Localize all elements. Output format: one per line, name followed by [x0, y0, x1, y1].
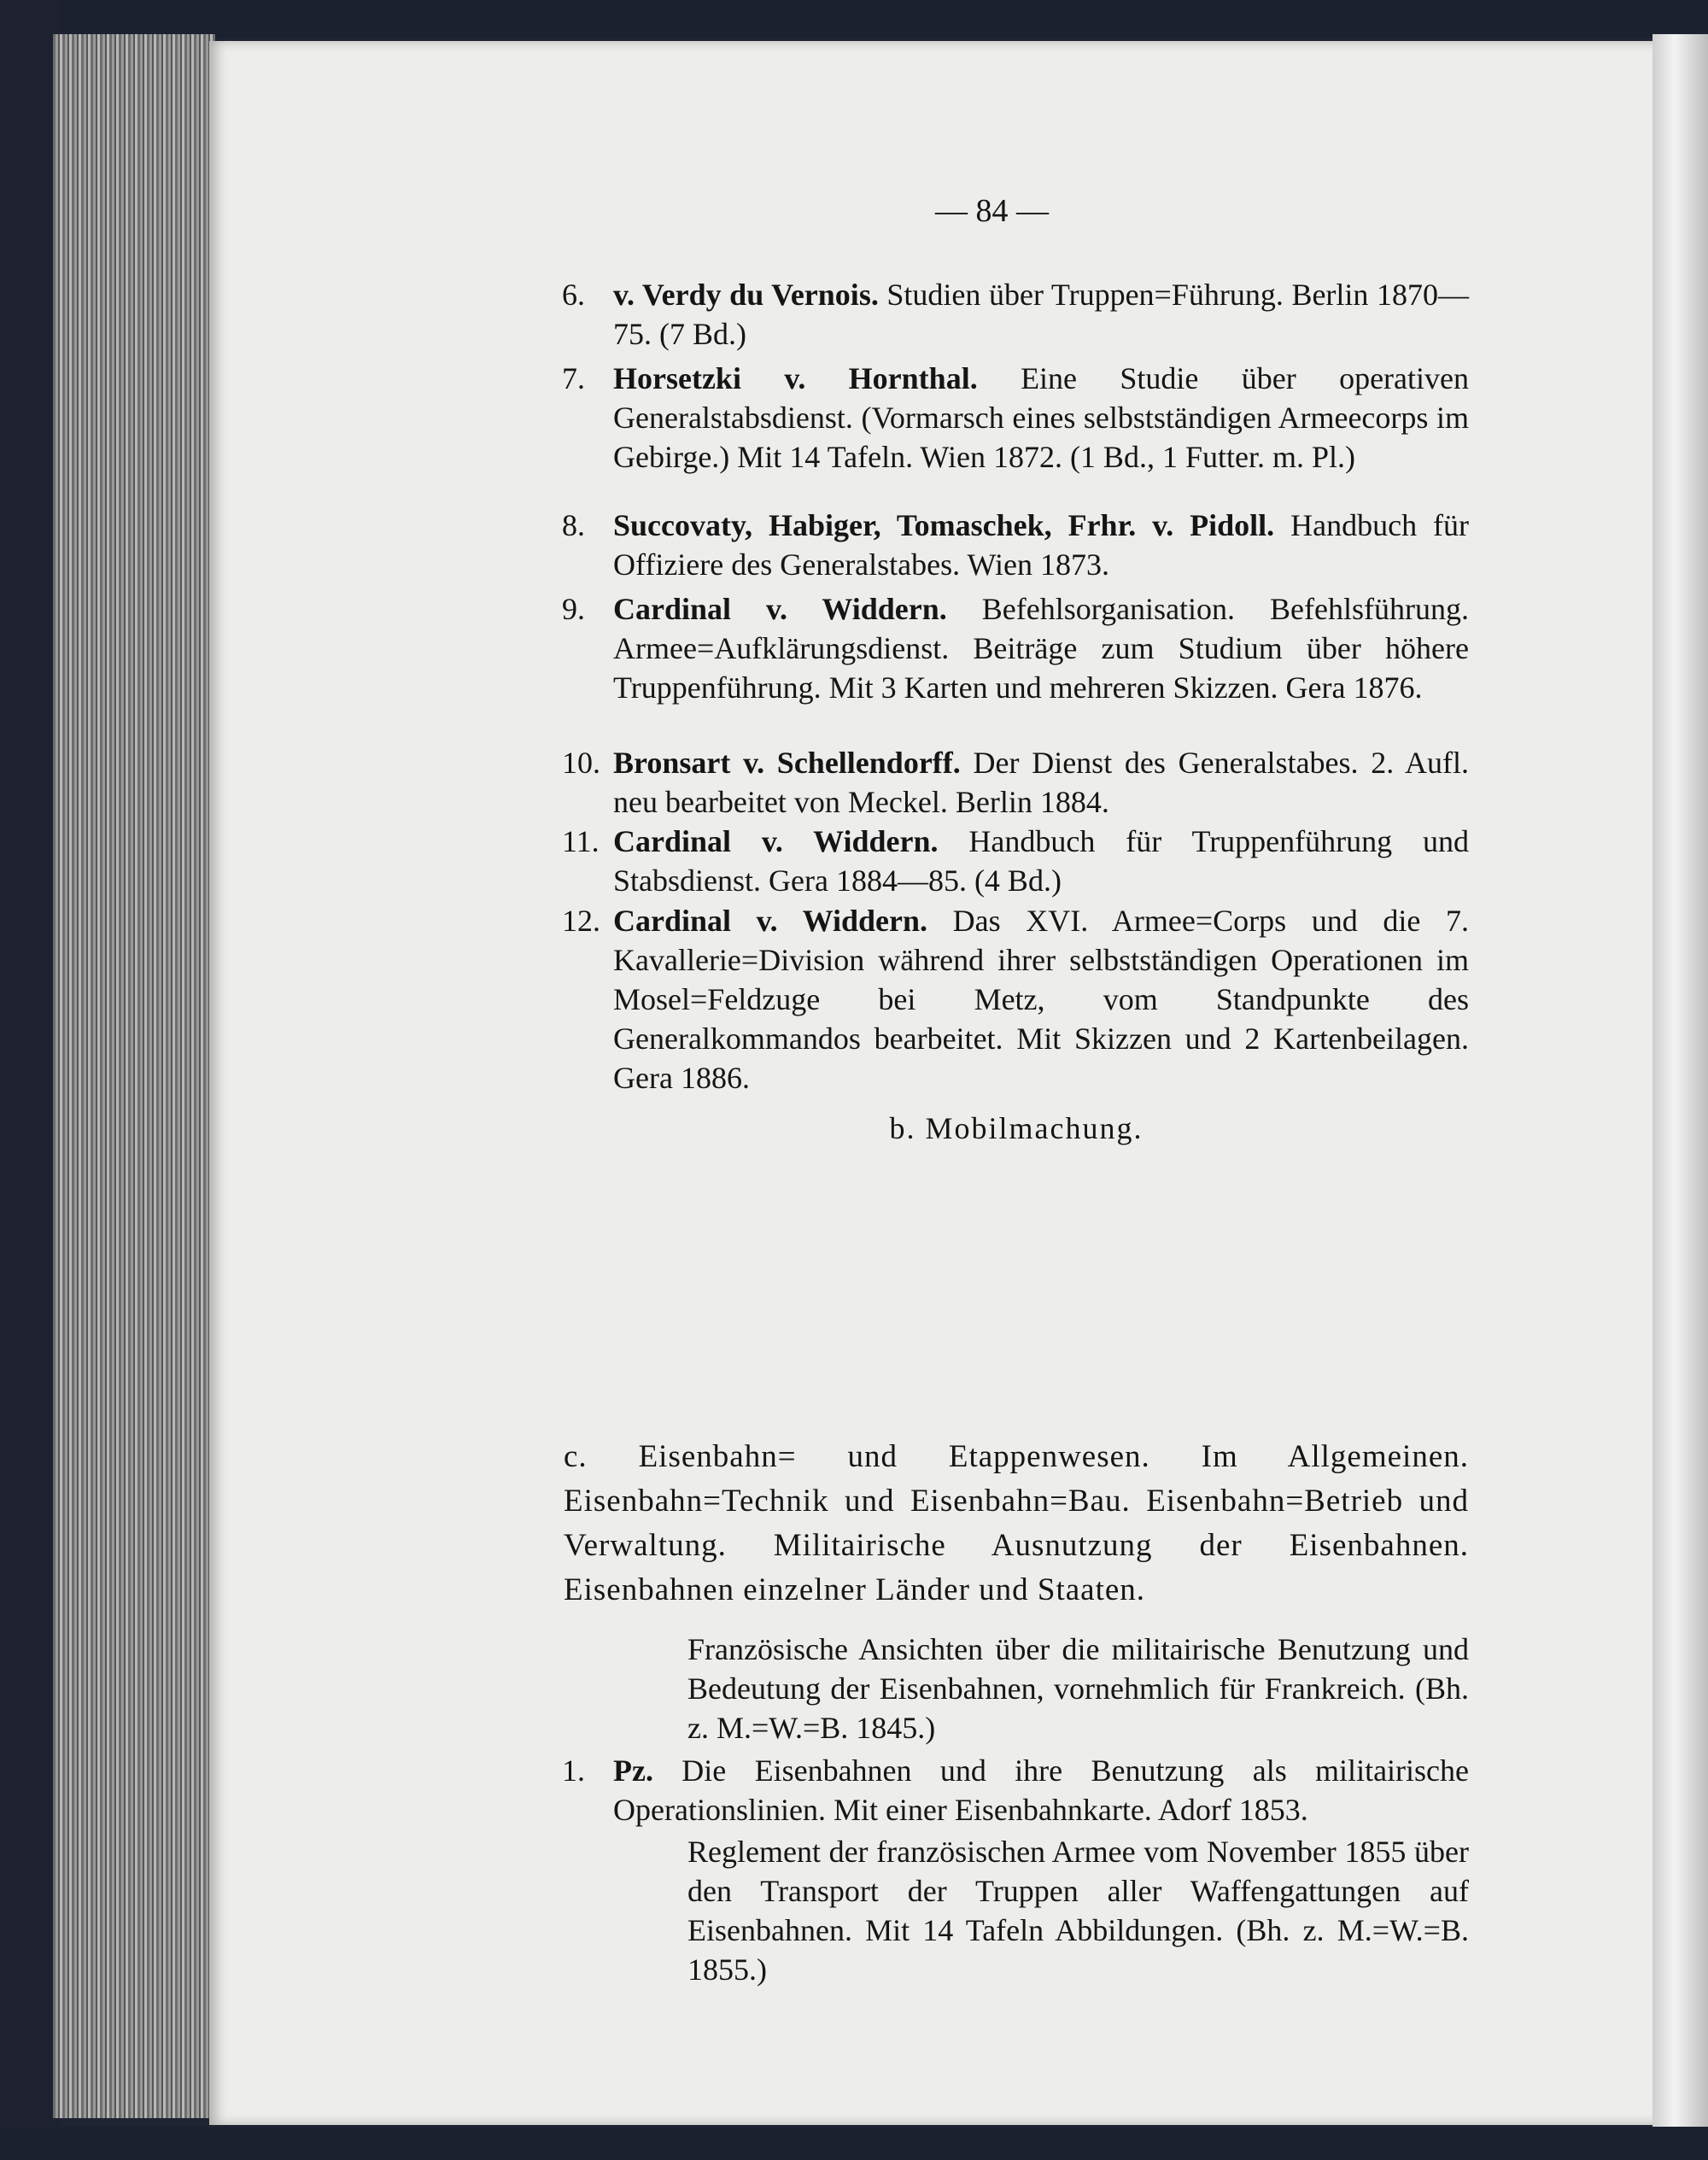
bibliography-entry	[564, 589, 1469, 707]
bibliography-entry	[564, 359, 1469, 477]
entry-text: Der Dienst des Generalstabes. 2. Aufl. neu bearbeitet von Meckel. Berlin 1884.	[613, 746, 1469, 819]
entry-number: 7.	[562, 361, 585, 395]
entry-author: Cardinal v. Widdern.	[613, 904, 928, 938]
book-cover-left	[0, 0, 60, 2160]
entry-number: 1.	[562, 1753, 585, 1788]
entry-number: 8.	[562, 508, 585, 542]
entry-author: Bronsart v. Schellendorff.	[613, 746, 961, 780]
book-cover-top	[0, 0, 1708, 38]
entry-author: v. Verdy du Vernois.	[613, 278, 879, 312]
entry-number: 10.	[562, 746, 600, 780]
bibliography-entry	[564, 506, 1469, 584]
entry-author: Horsetzki v. Hornthal.	[613, 361, 978, 395]
bibliography-entry	[564, 743, 1469, 822]
entry-text: Handbuch für Truppenführung und Stabsdienst. Gera 1884—85. (4 Bd.)	[613, 824, 1470, 898]
anonymous-entry: Französische Ansichten über die militairische Benutzung und Bedeutung der Eisenbahnen, vornehmlich für Frankreich. (Bh. z. M.=W.=B. 1845.)	[687, 1632, 1469, 1745]
book-cover-bottom	[0, 2127, 1708, 2160]
bibliography-entry	[564, 275, 1469, 354]
page-right-edge	[1652, 34, 1708, 2135]
entry-text: Die Eisenbahnen und ihre Benutzung als militairische Operationslinien. Mit einer Eisenbahnkarte. Adorf 1853.	[613, 1753, 1470, 1827]
entry-number: 9.	[562, 592, 585, 626]
anonymous-entry: Reglement der französischen Armee vom November 1855 über den Transport der Truppen aller Waffengattungen auf Eisenbahnen. Mit 14 Tafeln Abbildungen. (Bh. z. M.=W.=B. 1855.)	[687, 1835, 1469, 1987]
entry-text: Das XVI. Armee=Corps und die 7. Kavallerie=Division während ihrer selbstständigen Operationen im Mosel=Feldzuge bei Metz, vom Standpunkte des Generalkommandos bearbeitet. Mit Skizzen und 2 Kartenbeilagen. Gera 1886.	[613, 904, 1469, 1095]
entry-text: Befehlsorganisation. Befehlsführung. Armee=Aufklärungsdienst. Beiträge zum Studium über höhere Truppenführung. Mit 3 Karten und mehreren Skizzen. Gera 1876.	[613, 592, 1469, 705]
entry-number: 12.	[562, 904, 600, 938]
entry-author: Pz.	[613, 1753, 653, 1788]
bibliography-entry	[564, 822, 1469, 900]
entry-text: Handbuch für Offiziere des Generalstabes. Wien 1873.	[613, 508, 1470, 582]
section-heading-b: b. Mobilmachung.	[889, 1111, 1144, 1145]
page-number: — 84 —	[935, 193, 1049, 229]
entry-author: Cardinal v. Widdern.	[613, 592, 947, 626]
section-heading-c: c. Eisenbahn= und Etappenwesen. Im Allgemeinen. Eisenbahn=Technik und Eisenbahn=Bau. Eisenbahn=Betrieb und Verwaltung. Militairische Ausnutzung der Eisenbahnen. Eisenbahnen einzelner Länder und Staaten.	[564, 1439, 1469, 1607]
entry-text: Studien über Truppen=Führung. Berlin 1870—75. (7 Bd.)	[613, 278, 1469, 351]
bibliography-entry	[564, 901, 1469, 1098]
bibliography-entry	[564, 1751, 1469, 1829]
page-stack-edge	[53, 34, 215, 2118]
entry-number: 11.	[562, 824, 600, 858]
entry-author: Cardinal v. Widdern.	[613, 824, 939, 858]
entry-author: Succovaty, Habiger, Tomaschek, Frhr. v. Pidoll.	[613, 508, 1275, 542]
entry-text: Eine Studie über operativen Generalstabsdienst. (Vormarsch eines selbstständigen Armeecorps im Gebirge.) Mit 14 Tafeln. Wien 1872. (1 Bd., 1 Futter. m. Pl.)	[613, 361, 1469, 474]
entry-number: 6.	[562, 278, 585, 312]
